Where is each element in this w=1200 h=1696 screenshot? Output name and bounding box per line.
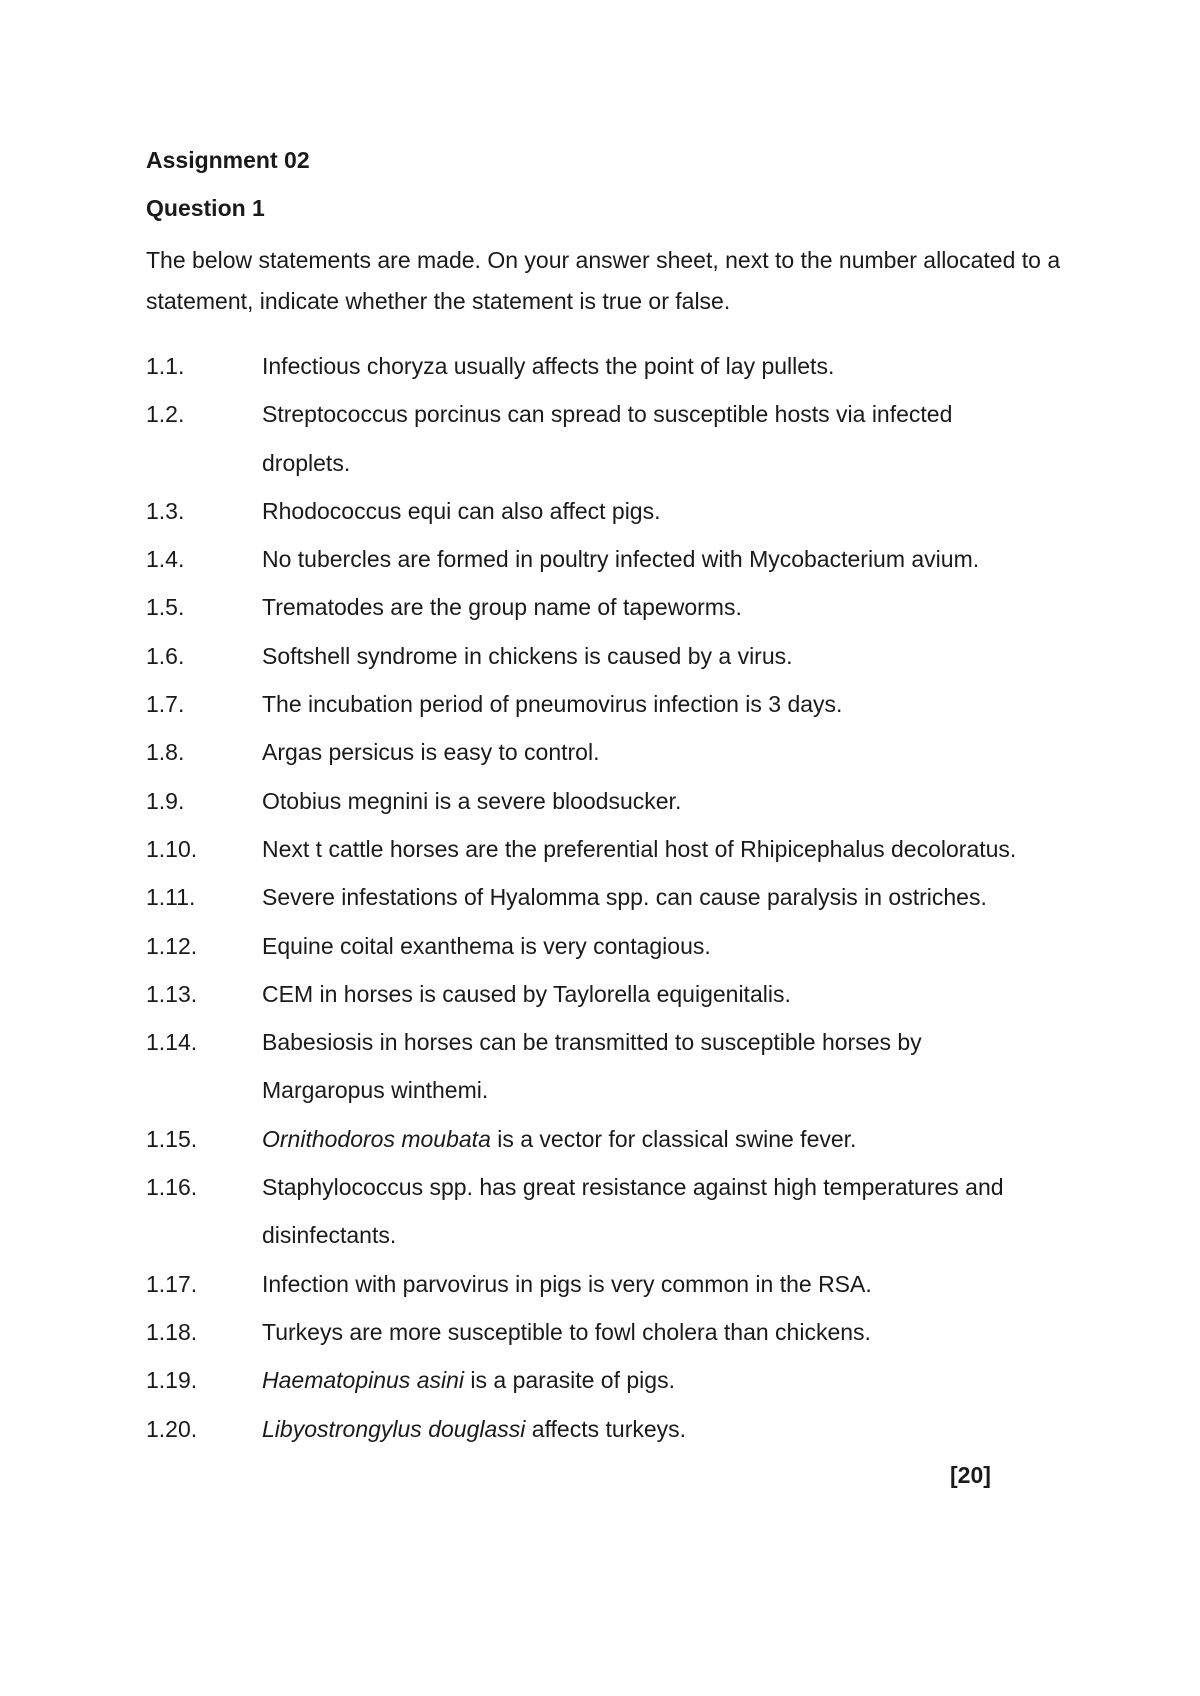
- statement-item: [146, 342, 1076, 390]
- statement-line: Otobius megnini is a severe bloodsucker.: [262, 787, 682, 814]
- statement-number: 1.3.: [146, 497, 185, 524]
- statement-number: 1.9.: [146, 787, 185, 814]
- statement-item: [146, 922, 1076, 970]
- statement-number: 1.19.: [146, 1367, 198, 1394]
- statement-line: CEM in horses is caused by Taylorella equigenitalis.: [262, 980, 791, 1007]
- statement-item: [146, 487, 1076, 535]
- statement-line: Margaropus winthemi.: [262, 1077, 489, 1104]
- statement-line: Staphylococcus spp. has great resistance against high temperatures and: [262, 1174, 1004, 1201]
- statement-item: [146, 1308, 1076, 1356]
- statement-text: [262, 922, 1076, 970]
- statement-number: 1.16.: [146, 1174, 198, 1201]
- statement-number: 1.13.: [146, 980, 198, 1007]
- statement-number: 1.7.: [146, 691, 185, 718]
- statement-text: [262, 777, 1076, 825]
- statement-item: [146, 1018, 1076, 1115]
- statement-item: [146, 728, 1076, 776]
- statement-line: Equine coital exanthema is very contagious.: [262, 932, 711, 959]
- statement-text: [262, 1356, 1076, 1404]
- statement-number: 1.2.: [146, 401, 185, 428]
- statement-species-name: Haematopinus asini: [262, 1367, 465, 1394]
- statement-list: [146, 342, 1076, 1453]
- statement-number: 1.14.: [146, 1029, 198, 1056]
- statement-line: Softshell syndrome in chickens is caused by a virus.: [262, 642, 793, 669]
- statement-number: 1.20.: [146, 1415, 198, 1442]
- statement-item: [146, 970, 1076, 1018]
- statement-line: droplets.: [262, 449, 351, 476]
- statement-line: Streptococcus porcinus can spread to susceptible hosts via infected: [262, 401, 953, 428]
- statement-line: Severe infestations of Hyalomma spp. can cause paralysis in ostriches.: [262, 884, 987, 911]
- total-marks: [20]: [950, 1462, 991, 1488]
- statement-line: No tubercles are formed in poultry infected with Mycobacterium avium.: [262, 546, 980, 573]
- statement-line: Trematodes are the group name of tapeworms.: [262, 594, 742, 621]
- statement-text: [262, 680, 1076, 728]
- statement-text: [262, 487, 1076, 535]
- statement-item: [146, 680, 1076, 728]
- statement-species-name: Libyostrongylus douglassi: [262, 1415, 526, 1442]
- question-heading: Question 1: [146, 195, 265, 221]
- statement-text: [262, 970, 1076, 1018]
- statement-text: [262, 825, 1076, 873]
- statement-item: [146, 873, 1076, 921]
- statement-line: Next t cattle horses are the preferential host of Rhipicephalus decoloratus.: [262, 835, 1017, 862]
- statement-number: 1.8.: [146, 739, 185, 766]
- statement-line: disinfectants.: [262, 1222, 397, 1249]
- statement-text: [262, 1308, 1076, 1356]
- statement-number: 1.5.: [146, 594, 185, 621]
- statement-rest: is a parasite of pigs.: [464, 1367, 675, 1394]
- statement-item: [146, 825, 1076, 873]
- statement-text: [262, 873, 1076, 921]
- statement-text: [262, 535, 1076, 583]
- assignment-title: Assignment 02: [146, 147, 310, 173]
- statement-text: [262, 1405, 1076, 1453]
- statement-number: 1.10.: [146, 835, 198, 862]
- statement-number: 1.1.: [146, 353, 185, 379]
- statement-item: [146, 632, 1076, 680]
- statement-text: [262, 1163, 1076, 1260]
- statement-line: Infectious choryza usually affects the point of lay pullets.: [262, 353, 835, 379]
- statement-item: [146, 1163, 1076, 1260]
- statement-number: 1.18.: [146, 1318, 198, 1345]
- statement-text: [262, 1260, 1076, 1308]
- statement-line: Argas persicus is easy to control.: [262, 739, 600, 766]
- statement-line: The incubation period of pneumovirus infection is 3 days.: [262, 691, 843, 718]
- statement-text: [262, 632, 1076, 680]
- statement-item: [146, 1405, 1076, 1453]
- statement-text: [262, 390, 1076, 487]
- statement-text: [262, 1115, 1076, 1163]
- statement-number: 1.4.: [146, 546, 185, 573]
- statement-text: [262, 728, 1076, 776]
- statement-item: [146, 1115, 1076, 1163]
- statement-line: Babesiosis in horses can be transmitted to susceptible horses by: [262, 1029, 922, 1056]
- statement-number: 1.6.: [146, 642, 185, 669]
- statement-species-name: Ornithodoros moubata: [262, 1125, 491, 1152]
- statement-text: [262, 583, 1076, 631]
- statement-number: 1.17.: [146, 1270, 198, 1297]
- statement-text: [262, 342, 1076, 390]
- statement-line: Infection with parvovirus in pigs is very common in the RSA.: [262, 1270, 872, 1297]
- instructions-paragraph: The below statements are made. On your answer sheet, next to the number allocated to a statement, indicate whether the statement is true or false.: [146, 247, 1061, 314]
- statement-rest: affects turkeys.: [525, 1415, 687, 1442]
- statement-item: [146, 1356, 1076, 1404]
- statement-line: Turkeys are more susceptible to fowl cholera than chickens.: [262, 1318, 871, 1345]
- statement-item: [146, 390, 1076, 487]
- statement-item: [146, 535, 1076, 583]
- statement-line: Rhodococcus equi can also affect pigs.: [262, 497, 661, 524]
- statement-item: [146, 777, 1076, 825]
- statement-rest: is a vector for classical swine fever.: [490, 1125, 857, 1152]
- statement-text: [262, 1018, 1076, 1115]
- statement-number: 1.12.: [146, 932, 198, 959]
- statement-number: 1.15.: [146, 1125, 198, 1152]
- statement-item: [146, 583, 1076, 631]
- statement-number: 1.11.: [146, 884, 196, 911]
- statement-item: [146, 1260, 1076, 1308]
